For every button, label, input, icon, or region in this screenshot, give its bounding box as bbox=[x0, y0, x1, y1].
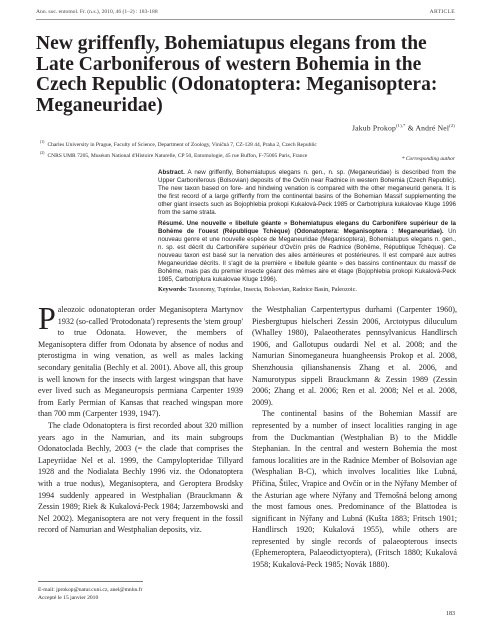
body-paragraph bbox=[38, 300, 243, 420]
body-column-left bbox=[38, 300, 243, 536]
corresponding-author-note: * Corresponding author bbox=[401, 156, 455, 162]
resume-text: Un nouveau genre et une nouvelle espèce de Meganeuridae (Meganisoptera), Bohemiatupus elegans n. gen., n. sp. est décrit du Carbonifère supérieur d'Ovčín près de Radnice (Bohême, République Tchèque). Ce nouveau taxon est basé sur la nervation des ailes antérieures et postérieures. Il est comparé aux autres Meganeuridae décrits. Il s'agit de la première « libellule géante » des bassins continentaux du massif de Bohême, mais pas du premier insecte géant des mêmes aire et étage (Bojophlebia prokopi Kukalová-Peck 1985, Carbotriplura kukalovae Kluge 1996). bbox=[158, 227, 456, 284]
article-type-label: ARTICLE bbox=[429, 9, 455, 15]
resume bbox=[158, 220, 456, 285]
affiliations bbox=[40, 138, 460, 160]
affiliation-number: (1) bbox=[40, 140, 45, 144]
drop-cap: P bbox=[38, 300, 56, 336]
header-rule bbox=[36, 19, 455, 20]
keywords-text: Taxonomy, Tupindae, Insecta, Bolsovian, Radnice Basin, Paleozoic. bbox=[188, 286, 357, 294]
body-paragraph: the Westphalian Carpentertypus durhami (Carpenter 1960), Piesbergtupus hielscheri Zessin 2006, Arctotypus diluculum (Whalley 1980), Palaeotherates pennsylvanicus Handlirsch 1906, and Gallotupus oudardi Nel et al. 2008; and the Namurian Sinomeganeura huangheensis Prokop et al. 2008, Shenzhousia qilianshanensis Zhang et al. 2006, and Namurotypus sippeli Brauckmann & Zessin 1989 (Zessin 2006; Zhang et al. 2006; Ren et al. 2008; Nel et al. 2008, 2009). bbox=[252, 305, 457, 407]
footnote bbox=[38, 586, 142, 602]
contact-email[interactable]: E-mail: jprokop@natur.cuni.cz, anel@mnhn.fr bbox=[38, 587, 143, 593]
body-column-right bbox=[252, 304, 457, 571]
keywords-label: Keywords: bbox=[158, 286, 187, 294]
abstract bbox=[158, 169, 456, 218]
article-title: New griffenfly, Bohemiatupus elegans from the Late Carboniferous of western Bohemia in the Czech Republic (Odonatoptera: Meganisoptera: Meganeuridae) bbox=[36, 33, 438, 116]
author-joiner: & bbox=[405, 123, 416, 133]
author-1-affiliation-mark: (1),* bbox=[395, 123, 406, 128]
abstract-text: A new griffenfly, Bohemiatupus elegans n. gen., n. sp. (Meganeuridae) is described from the Upper Carboniferous (Bolsovian) deposits of the Ovčín near Radnice in western Bohemia (Czech Republic). The new taxon based on fore- and hindwing venation is compared with the other meganeurid genera. It is the first record of a large griffenfly from the continental basins of the Bohemian Massif supplementing the other giant insects such as Bojophlebia prokopi Kukalová-Peck 1985 or Carbotriplura kukalovae Kluge 1996 from the same strata. bbox=[158, 169, 456, 217]
affiliation-1 bbox=[40, 138, 460, 149]
author-2-affiliation-mark: (2) bbox=[449, 123, 455, 128]
author-line bbox=[352, 123, 455, 133]
abstract-section bbox=[158, 169, 456, 296]
affiliation-2 bbox=[40, 149, 460, 160]
resume-label: Résumé. Une nouvelle « libellule géante » Bohemiatupus elegans du Carbonifère supérieur de la Bohème de l'ouest (République Tchèque) (Odonatoptera: Meganisoptera : Meganeuridae). bbox=[158, 219, 456, 235]
body-paragraph: The continental basins of the Bohemian Massif are represented by a number of insect localities ranging in age from the Duckmantian (Westphalian B) to the Middle Stephanian. In the central and western Bohemia the most famous localities are in the Radnice Member of Bolsovian age (Wesphalian B-C), which involves localities like Lubná, Příčina, Štilec, Vrapice and Ovčín or in the Nýřany Member of the Asturian age where Nýřany and Třemošná belong among the most famous ones. Predominance of the Blattodea is significant in Nýřany and Lubná (Kušta 1883; Fritsch 1901; Handlirsch 1920; Kukalová 1955), while others are represented by single records of palaeopterous insects (Ephemeroptera, Palaeodictyoptera), (Fritsch 1880; Kukalová 1958; Kukalová-Peck 1985; Novák 1880). bbox=[252, 409, 457, 570]
paragraph-text: aleozoic odonatopteran order Meganisoptera Martynov 1932 (so-called 'Protodonata') represents the 'stem group' to true Odonata. However, the members of Meganisoptera differ from Odonata by absence of nodus and pterostigma in wing venation, as well as males lacking secondary genitalia (Bechly et al. 2001). Above all, this group is well known for the insects with largest wingspan that have ever lived such as Meganeuropsis permiana Carpenter 1939 from Early Permian of Kansas that reached wingspan more than 700 mm (Carpenter 1939, 1947). bbox=[38, 305, 243, 419]
author-2[interactable]: André Nel bbox=[415, 123, 450, 133]
keywords bbox=[158, 286, 456, 294]
affiliation-text: CNRS UMR 7205, Muséum National d'Histoire Naturelle, CP 50, Entomologie, 45 rue Buffon, F-75005 Paris, France bbox=[47, 152, 308, 159]
author-1[interactable]: Jakub Prokop bbox=[352, 123, 396, 133]
acceptance-date: Accepté le 15 janvier 2010 bbox=[38, 595, 99, 601]
running-head: Ann. soc. entomol. Fr. (n.s.), 2010, 46 (1–2) : 183-188 bbox=[36, 9, 158, 15]
affiliation-number: (2) bbox=[40, 150, 45, 155]
abstract-label: Abstract. bbox=[158, 169, 185, 176]
footnote-rule bbox=[38, 581, 143, 582]
affiliation-text: Charles University in Prague, Faculty of Science, Department of Zoology, Viničná 7, CZ-128 44, Praha 2, Czech Republic bbox=[47, 141, 317, 148]
page-number: 183 bbox=[446, 611, 455, 617]
body-paragraph: The clade Odonatoptera is first recorded about 320 million years ago in the Namurian, and its main subgroups Odonatoclada Bechly, 2003 (= the clade that comprises the Lapeyriidae Nel et al. 1999, the Campylopteridae Tillyard 1928 and the Nodialata Bechly 1996 viz. the Odonatoptera with a true nodus), Meganisoptera, and Geroptera Brodsky 1994 suddenly appeared in Westphalian (Brauckmann & Zessin 1989; Riek & Kukalová-Peck 1984; Jarzembowski and Nel 2002). Meganisoptera are not very frequent in the fossil record of Namurian and Westphalian deposits, viz. bbox=[38, 420, 243, 535]
